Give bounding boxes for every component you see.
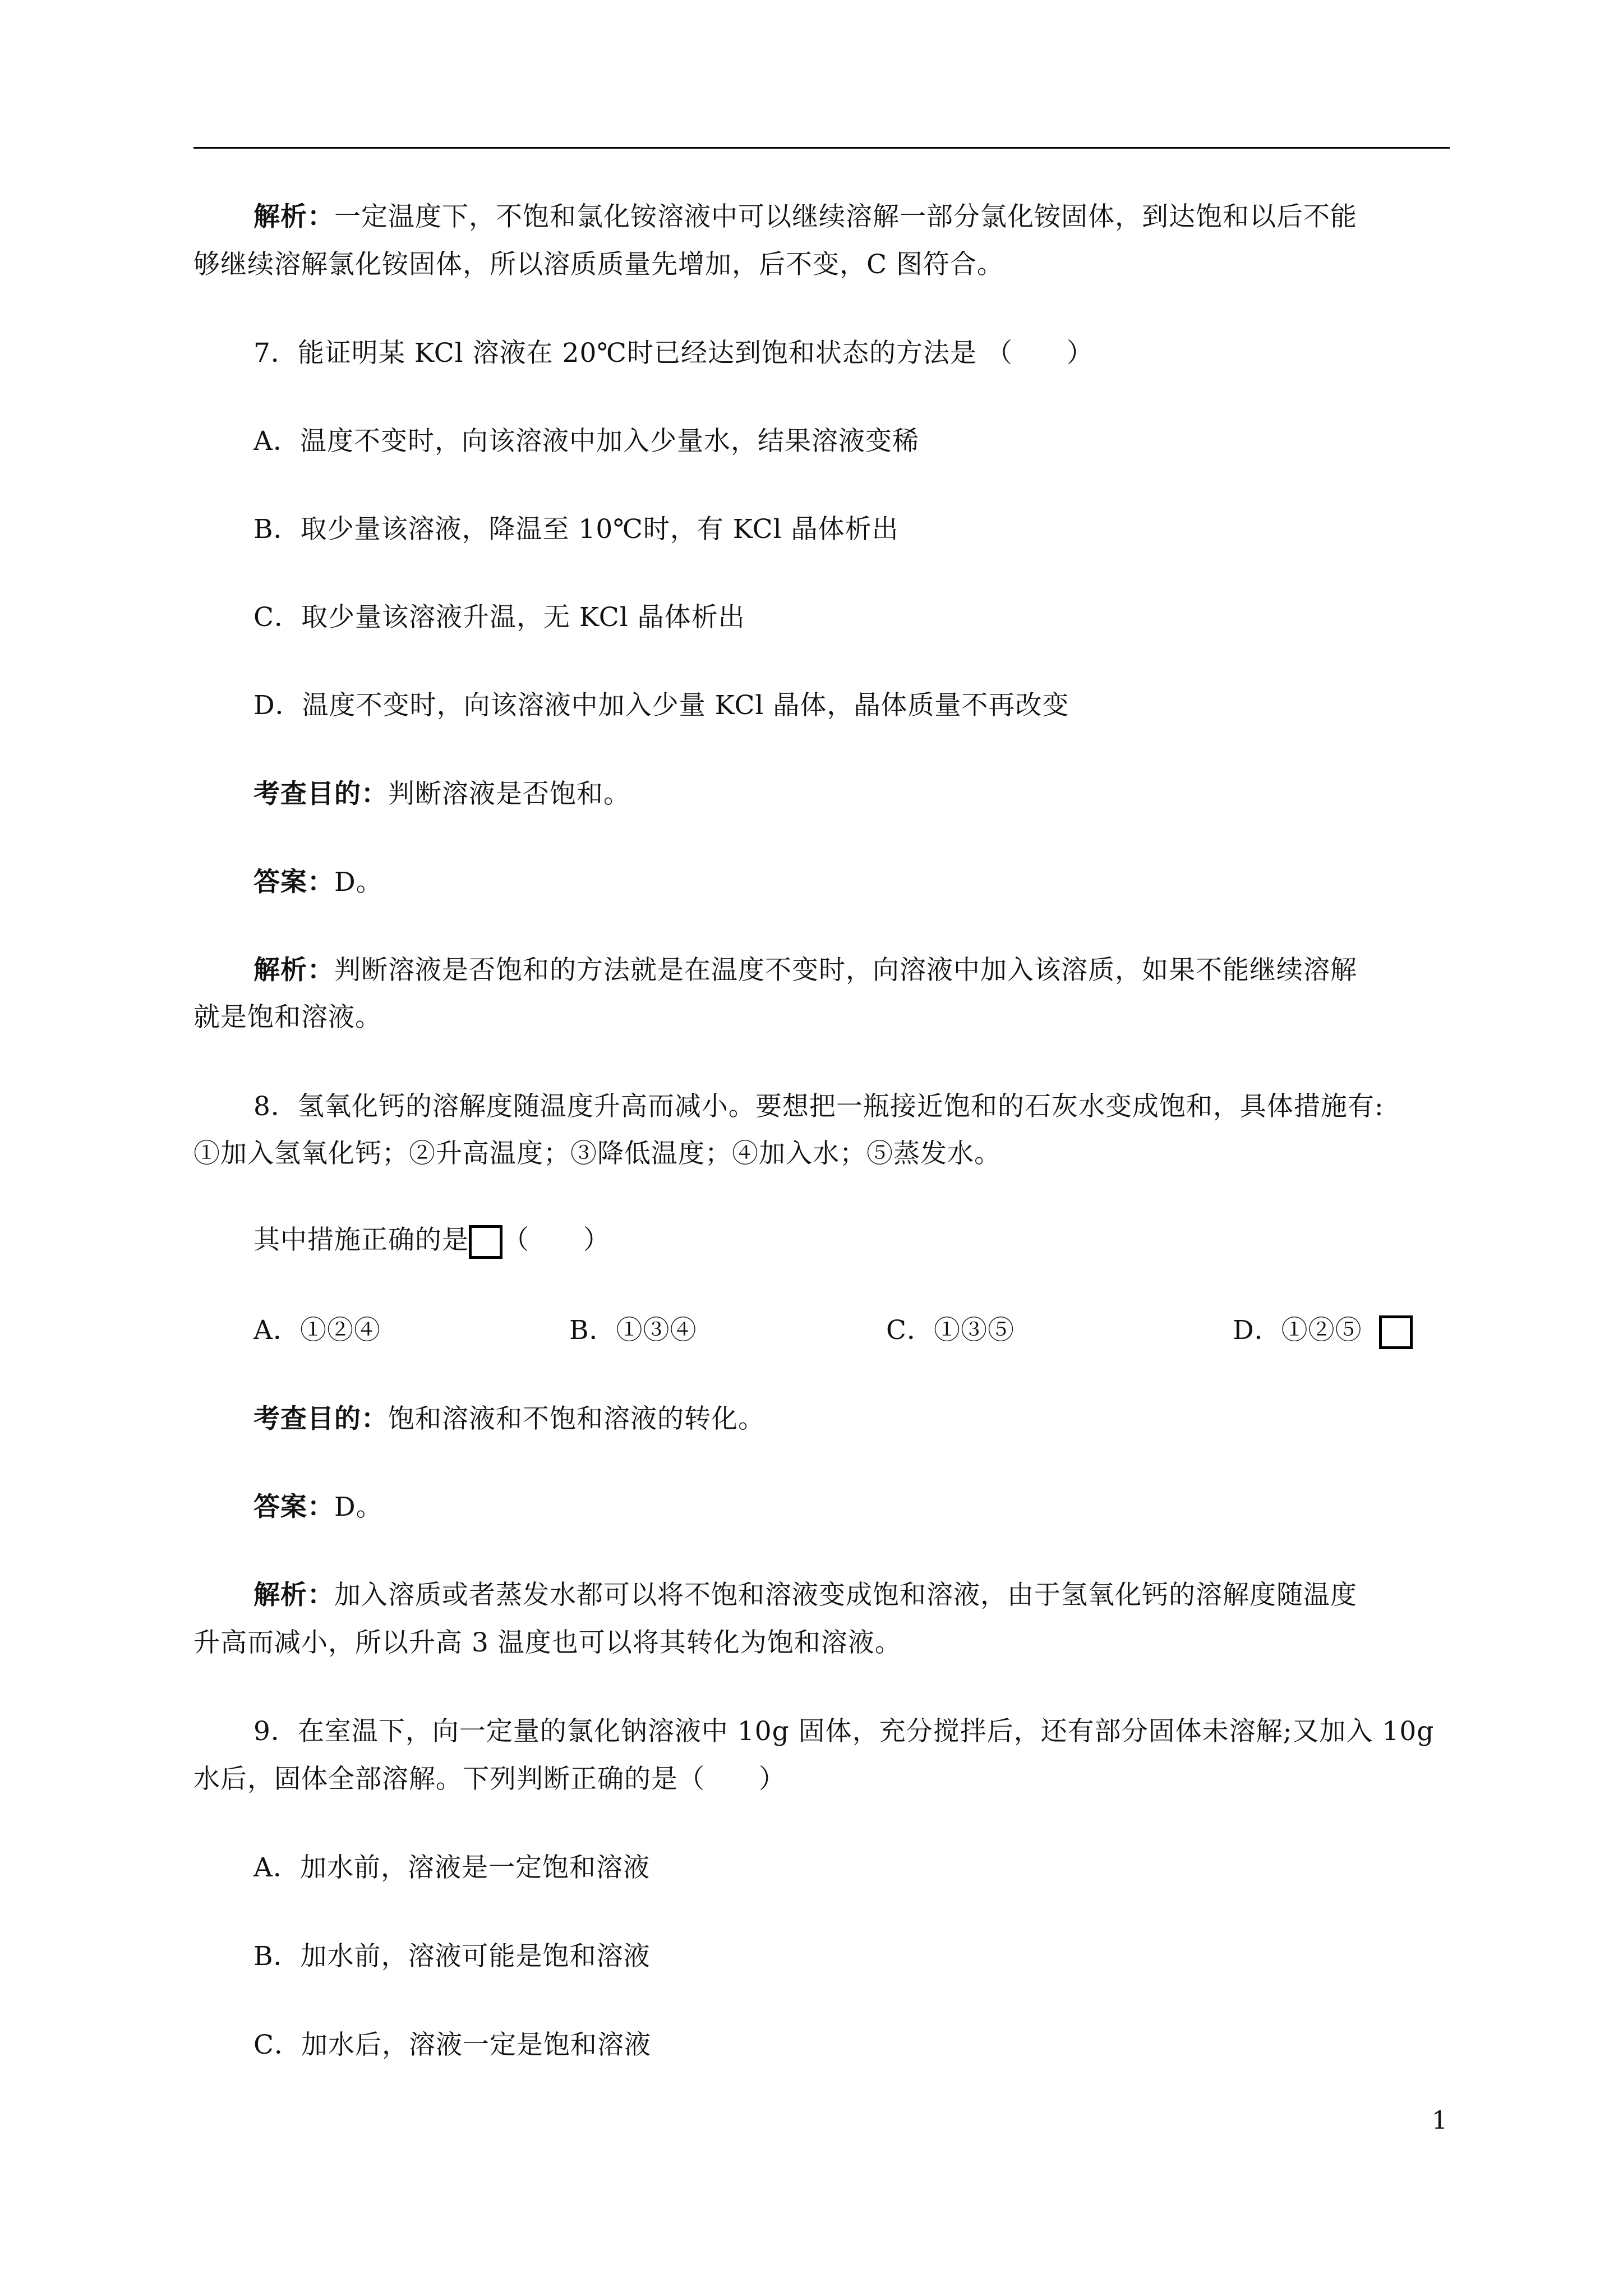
q6-analysis-text1: 一定温度下，不饱和氯化铵溶液中可以继续溶解一部分氯化铵固体，到达饱和以后不能 <box>334 201 1357 232</box>
q7-analysis-label: 解析： <box>253 955 334 986</box>
q8-answer-text: D。 <box>334 1492 383 1522</box>
answer-box[interactable] <box>469 1225 502 1259</box>
q7-option-c: C．取少量该溶液升温，无 KCl 晶体析出 <box>253 602 745 633</box>
q8-option-a: A．①②④ <box>253 1315 381 1346</box>
header-rule <box>193 147 1450 149</box>
q6-analysis-label: 解析： <box>253 201 334 232</box>
q7-option-d: D．温度不变时，向该溶液中加入少量 KCl 晶体，晶体质量不再改变 <box>253 690 1069 721</box>
q8-option-d <box>1233 1315 1413 1349</box>
q7-option-a: A．温度不变时，向该溶液中加入少量水，结果溶液变稀 <box>253 426 919 457</box>
q7-option-b: B．取少量该溶液，降温至 10℃时，有 KCl 晶体析出 <box>253 514 899 545</box>
q8-stem-line1: 8．氢氧化钙的溶解度随温度升高而减小。要想把一瓶接近饱和的石灰水变成饱和，具体措施有: <box>253 1091 1384 1122</box>
q7-answer-label: 答案： <box>253 867 334 898</box>
q7-analysis-text1: 判断溶液是否饱和的方法就是在温度不变时，向溶液中加入该溶质，如果不能继续溶解 <box>334 955 1357 986</box>
q8-option-c: C．①③⑤ <box>886 1315 1015 1346</box>
q8-answer-label: 答案： <box>253 1492 334 1522</box>
q8-purpose <box>253 1404 765 1434</box>
q8-option-b: B．①③④ <box>569 1315 697 1346</box>
q7-purpose-label: 考查目的： <box>253 779 388 809</box>
q9-option-b: B．加水前，溶液可能是饱和溶液 <box>253 1941 651 1972</box>
q8-purpose-label: 考查目的： <box>253 1404 388 1434</box>
q8-sub-stem-paren: （ ） <box>502 1225 610 1255</box>
q9-stem-line2: 水后，固体全部溶解。下列判断正确的是（ ） <box>193 1764 786 1795</box>
page-number: 1 <box>1432 2106 1447 2135</box>
q9-option-a: A．加水前，溶液是一定饱和溶液 <box>253 1852 650 1883</box>
q8-stem-line2: ①加入氢氧化钙；②升高温度；③降低温度；④加入水；⑤蒸发水。 <box>193 1138 1001 1169</box>
q8-option-d-text: D．①②⑤ <box>1233 1315 1362 1346</box>
q8-analysis-line1 <box>253 1580 1357 1611</box>
q8-analysis-line2: 升高而减小，所以升高 3 温度也可以将其转化为饱和溶液。 <box>193 1627 902 1658</box>
q8-answer <box>253 1492 383 1522</box>
q9-stem-line1: 9．在室温下，向一定量的氯化钠溶液中 10g 固体，充分搅拌后，还有部分固体未溶解;又加入 10g <box>253 1716 1435 1747</box>
q7-answer <box>253 867 383 898</box>
q8-sub-stem-text: 其中措施正确的是 <box>253 1225 469 1255</box>
q7-purpose <box>253 779 630 809</box>
q8-analysis-text1: 加入溶质或者蒸发水都可以将不饱和溶液变成饱和溶液，由于氢氧化钙的溶解度随温度 <box>334 1580 1357 1611</box>
q6-analysis-line2: 够继续溶解氯化铵固体，所以溶质质量先增加，后不变，C 图符合。 <box>193 249 1004 280</box>
q8-analysis-label: 解析： <box>253 1580 334 1611</box>
q7-analysis-line2: 就是饱和溶液。 <box>193 1002 382 1033</box>
q7-stem: 7．能证明某 KCl 溶液在 20℃时已经达到饱和状态的方法是 （ ） <box>253 338 1094 369</box>
q6-analysis-line1 <box>253 202 1357 232</box>
q7-answer-text: D。 <box>334 867 383 898</box>
answer-box[interactable] <box>1379 1315 1413 1349</box>
q9-option-c: C．加水后，溶液一定是饱和溶液 <box>253 2030 651 2060</box>
q8-sub-stem <box>253 1225 610 1259</box>
q8-purpose-text: 饱和溶液和不饱和溶液的转化。 <box>388 1404 765 1434</box>
q7-purpose-text: 判断溶液是否饱和。 <box>388 779 630 809</box>
q7-analysis-line1 <box>253 955 1357 986</box>
